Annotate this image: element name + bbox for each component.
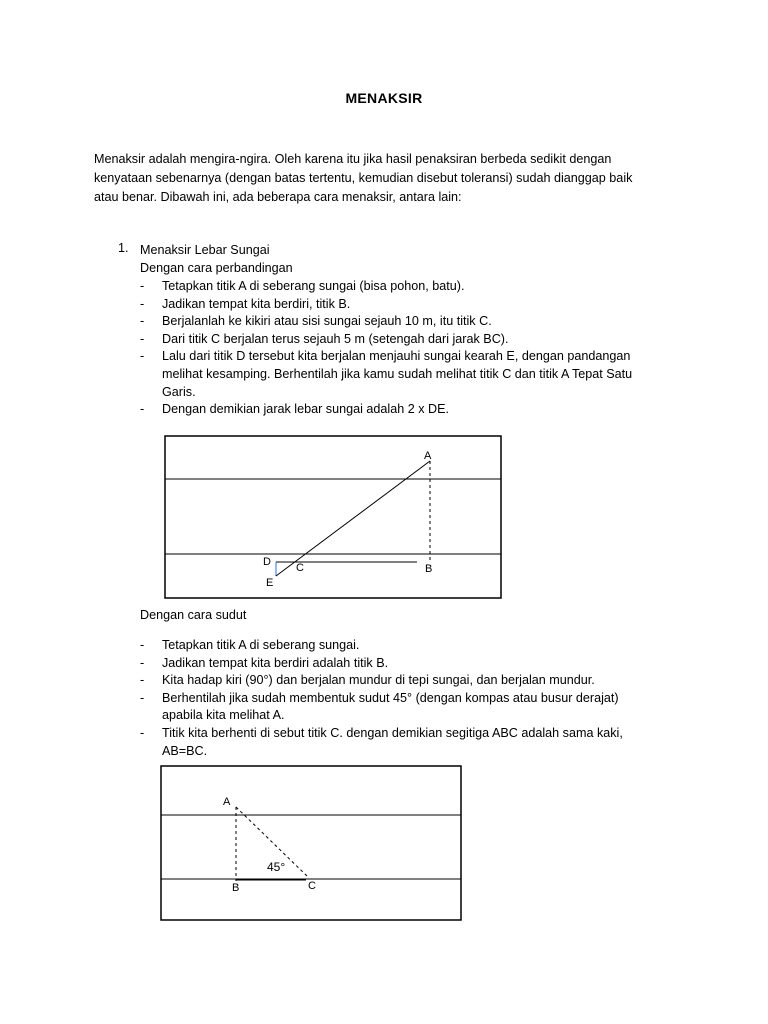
- list-item: - Dari titik C berjalan terus sejauh 5 m (setengah dari jarak BC).: [140, 331, 660, 349]
- river-diagram-angle: [160, 765, 464, 923]
- label-c: C: [296, 562, 304, 574]
- list-item: - Jadikan tempat kita berdiri, titik B.: [140, 296, 660, 314]
- section-title: Menaksir Lebar Sungai: [140, 243, 270, 257]
- method2-heading: Dengan cara sudut: [140, 608, 247, 622]
- method1-steps: [140, 278, 660, 419]
- diagram-frame: [161, 766, 461, 920]
- list-item: - Berhentilah jika sudah membentuk sudut 45° (dengan kompas atau busur derajat) apabila kita melihat A.: [140, 690, 660, 725]
- section-number: 1.: [118, 241, 129, 255]
- label-d: D: [263, 556, 271, 568]
- intro-line: kenyataan sebenarnya (dengan batas tertentu, kemudian disebut toleransi) sudah dianggap baik: [94, 171, 633, 185]
- list-item: - Tetapkan titik A di seberang sungai (bisa pohon, batu).: [140, 278, 660, 296]
- section-heading: [140, 241, 293, 277]
- method1-heading: Dengan cara perbandingan: [140, 261, 293, 275]
- intro-line: Menaksir adalah mengira-ngira. Oleh karena itu jika hasil penaksiran berbeda sedikit dengan: [94, 152, 612, 166]
- list-item: - Titik kita berhenti di sebut titik C. dengan demikian segitiga ABC adalah sama kaki, AB=BC.: [140, 725, 660, 760]
- label-c: C: [308, 880, 316, 892]
- intro-paragraph: [94, 150, 654, 207]
- list-item: - Tetapkan titik A di seberang sungai.: [140, 637, 660, 655]
- label-angle: 45°: [267, 860, 286, 874]
- label-b: B: [232, 882, 240, 894]
- method2-steps: [140, 637, 660, 760]
- intro-line: atau benar. Dibawah ini, ada beberapa cara menaksir, antara lain:: [94, 190, 462, 204]
- diagram-frame: [165, 436, 501, 598]
- label-b: B: [425, 563, 433, 575]
- list-item: - Berjalanlah ke kikiri atau sisi sungai sejauh 10 m, itu titik C.: [140, 313, 660, 331]
- list-item: - Jadikan tempat kita berdiri adalah titik B.: [140, 655, 660, 673]
- list-item: - Kita hadap kiri (90°) dan berjalan mundur di tepi sungai, dan berjalan mundur.: [140, 672, 660, 690]
- label-e: E: [266, 577, 274, 589]
- river-diagram-comparison: [164, 435, 504, 601]
- list-item: - Lalu dari titik D tersebut kita berjalan menjauhi sungai kearah E, dengan pandangan melihat kesamping. Berhentilah jika kamu sudah melihat titik C dan titik A Tepat Satu Garis.: [140, 348, 660, 401]
- label-a: A: [223, 796, 231, 808]
- line-ea: [276, 461, 433, 576]
- label-a: A: [424, 450, 432, 462]
- page-title: MENAKSIR: [345, 90, 423, 106]
- list-item: - Dengan demikian jarak lebar sungai adalah 2 x DE.: [140, 401, 660, 419]
